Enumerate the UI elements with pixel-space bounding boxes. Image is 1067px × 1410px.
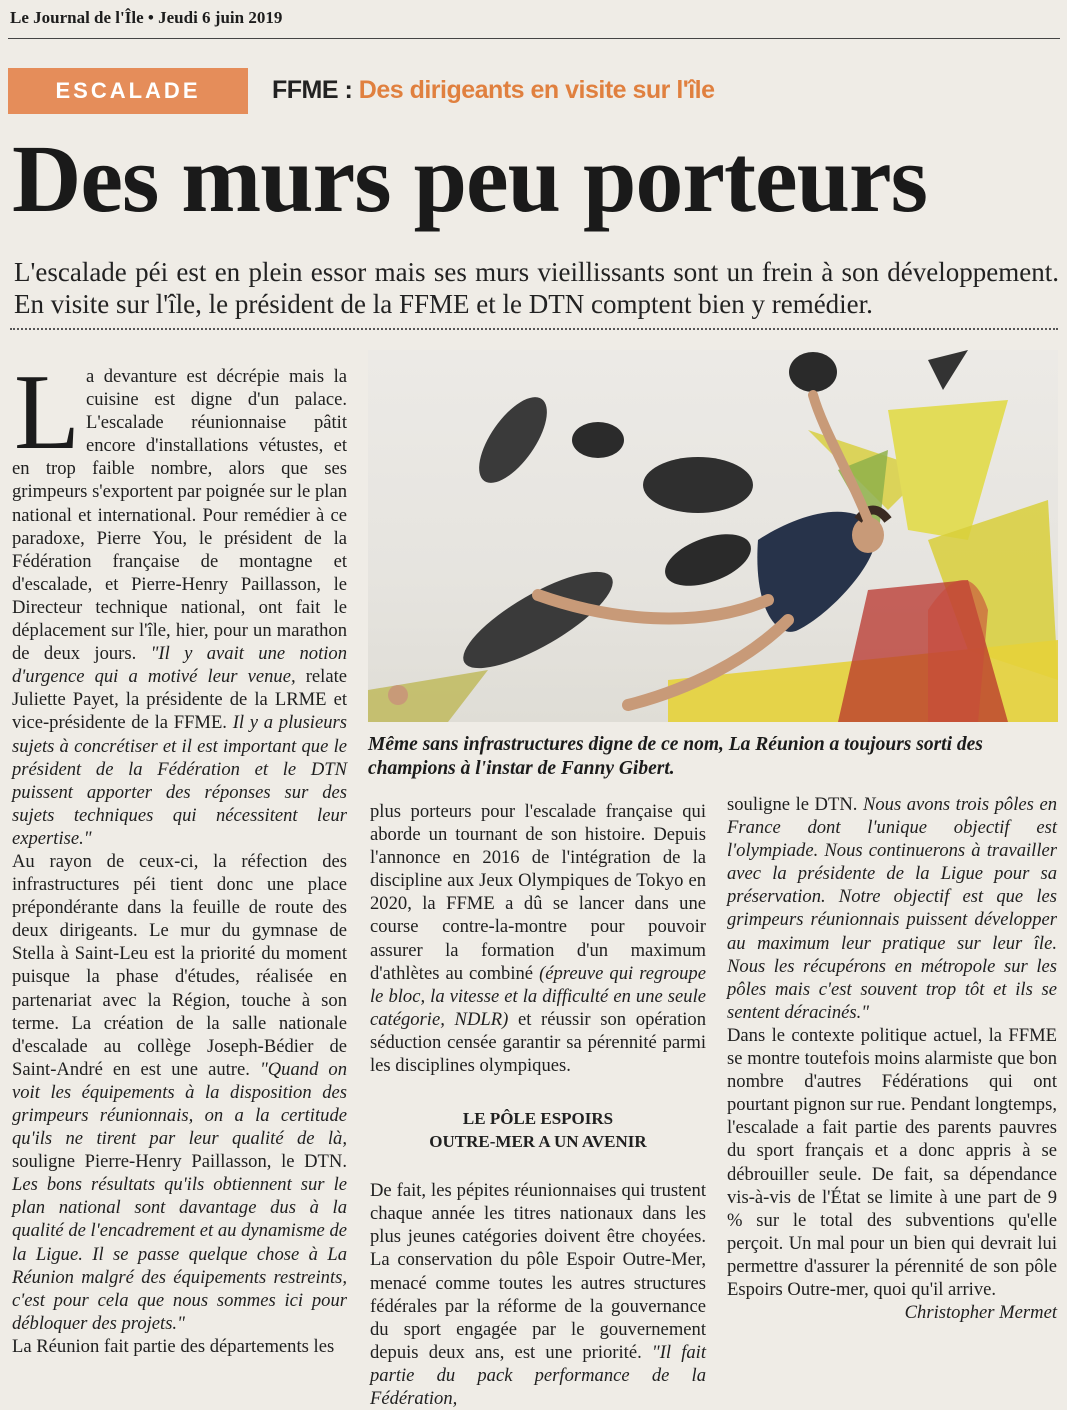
masthead-separator: • [143,8,159,27]
masthead-rule [8,38,1060,39]
paragraph-text: a devanture est décrépie mais la cuisine est digne d'un palace. L'escalade réunionnaise pâtit encore d'installations vétustes, et en trop faible nombre, alors que ses grimpeurs s'exportent par poignée sur le plan national et international. Pour remédier à ce paradoxe, Pierre You, le président de la Fédération française de montagne et d'escalade, et Pierre-Henry Paillasson, le Directeur technique national, ont fait le déplacement sur l'île, hier, pour un marathon de deux jours. [12,366,347,665]
paragraph-text: souligne le DTN. [727,794,863,815]
article-paragraph [370,800,706,1077]
paragraph-text: souligne Pierre-Henry Paillasson, le DTN. [12,1151,347,1173]
subhead-org: FFME : [272,76,353,104]
quote-text: (épreuve qui regroupe le bloc, la vitesse et la difficulté en une seule catégorie, NDLR) [370,962,706,1030]
section-title [370,1107,706,1153]
paragraph-text: plus porteurs pour l'escalade française qui aborde un tournant de son histoire. Depuis l'annonce en 2016 de l'intégration de la discipline aux Jeux Olympiques de Tokyo en 2020, la FFME a dû se lancer dans une course contre-la-montre pour pouvoir assurer la formation d'un maximum d'athlètes au combiné [370,801,706,984]
quote-text: Nous avons trois pôles en France dont l'unique objectif est l'olympiade. Nous continuerons à travailler avec la présidente de la Ligue pour sa préservation. Notre objectif est que les grimpeurs réunionnais puissent développer au maximum leur pratique sur leur île. Nous les récupérons en métropole sur les pôles mais c'est souvent trop tôt et ils se sentent déracinés." [727,794,1057,1023]
photo-caption: Même sans infrastructures digne de ce nom, La Réunion a toujours sorti des champions à l'instar de Fanny Gibert. [368,734,983,779]
quote-text: Il y a plusieurs sujets à concrétiser et il est important que le président de la Fédération et le DTN puissent apporter des réponses sur des sujets techniques qui nécessitent leur expertise." [12,712,347,849]
section-title-line-1: LE PÔLE ESPOIRS [462,1109,614,1129]
article-paragraph [727,793,1057,1024]
paragraph-text: La Réunion fait partie des départements les [12,1335,335,1357]
climber-photo [368,350,1058,722]
article-paragraph [727,1024,1057,1301]
paragraph-text: et réussir son opération séduction censée garantir sa pérennité parmi les disciplines olympiques. [370,1008,706,1077]
section-rubric: ESCALADE [8,68,248,114]
section-title-line-2: OUTRE-MER A UN AVENIR [429,1132,647,1152]
paragraph-text: Au rayon de ceux-ci, la réfection des infrastructures péi tient donc une place prépondérante dans la feuille de route des deux dirigeants. Le mur du gymnase de Stella à Saint-Leu est la priorité du moment puisque la phase d'études, réalisée en partenariat avec la Région, touche à son terme. La création de la salle nationale d'escalade au collège Joseph-Bédier de Saint-André en est une autre. [12,850,347,1080]
article-column-3 [727,793,1057,1375]
paragraph-text: Dans le contexte politique actuel, la FFME se montre toutefois moins alarmiste que bon nombre d'autres Fédérations qui ont pourtant pignon sur rue. Pendant longtemps, l'escalade a fait partie des parents pauvres du sport français et a donc appris à se débrouiller seule. De fait, sa dépendance vis-à-vis de l'État se limite à une part de 9 % sur le total des subventions qu'elle perçoit. Un mal pour un bien qui devrait lui permettre d'assurer la pérennité de son pôle Espoirs Outre-mer, quoi qu'il arrive. [727,1024,1057,1300]
quote-text: "Il y avait une notion d'urgence qui a motivé leur venue, [12,643,347,688]
article-column-1 [12,353,348,1375]
dropcap: L [14,353,80,472]
article-paragraph [12,850,347,1335]
publication-name: Le Journal de l'Île [10,8,144,27]
paragraph-text: relate Juliette Payet, la présidente de la LRME et vice-présidente de la FFME. [12,666,348,734]
article-paragraph [12,353,348,850]
subheadline [272,76,715,105]
byline: Christopher Mermet [904,1302,1057,1324]
publication-date: Jeudi 6 juin 2019 [158,8,283,27]
headline: Des murs peu porteurs [12,125,927,232]
quote-text: Les bons résultats qu'ils obtiennent sur le plan national sont davantage dus à la qualité de l'encadrement et au dynamisme de la Ligue. Il se passe quelque chose à La Réunion malgré des équipements restreints, c'est pour cela que nous sommes ici pour débloquer des projets." [12,1174,347,1334]
quote-text: "Quand on voit les équipements à la disposition des grimpeurs réunionnais, on a la certitude qu'ils ne tirent par leur qualité de là, [12,1058,347,1150]
masthead [10,8,1030,28]
quote-text: "Il fait partie du pack performance de la Fédération, [370,1341,706,1409]
lead-paragraph: L'escalade péi est en plein essor mais ses murs vieillissants sont un frein à son développement. En visite sur l'île, le président de la FFME et le DTN comptent bien y remédier. [14,257,1059,319]
subhead-topic: Des dirigeants en visite sur l'île [358,76,715,104]
article-paragraph [370,1179,706,1410]
paragraph-text: De fait, les pépites réunionnaises qui trustent chaque année les titres nationaux dans les plus jeunes catégories doivent être choyées. La conservation du pôle Espoir Outre-Mer, menacé comme toutes les autres structures fédérales par la réforme de la gouvernance du sport engagée par le gouvernement depuis deux ans, est une priorité. [370,1180,706,1363]
article-paragraph [12,1335,347,1358]
climber-photo-icon [368,350,1058,722]
article-column-2 [370,800,706,1409]
dotted-divider [10,328,1058,330]
